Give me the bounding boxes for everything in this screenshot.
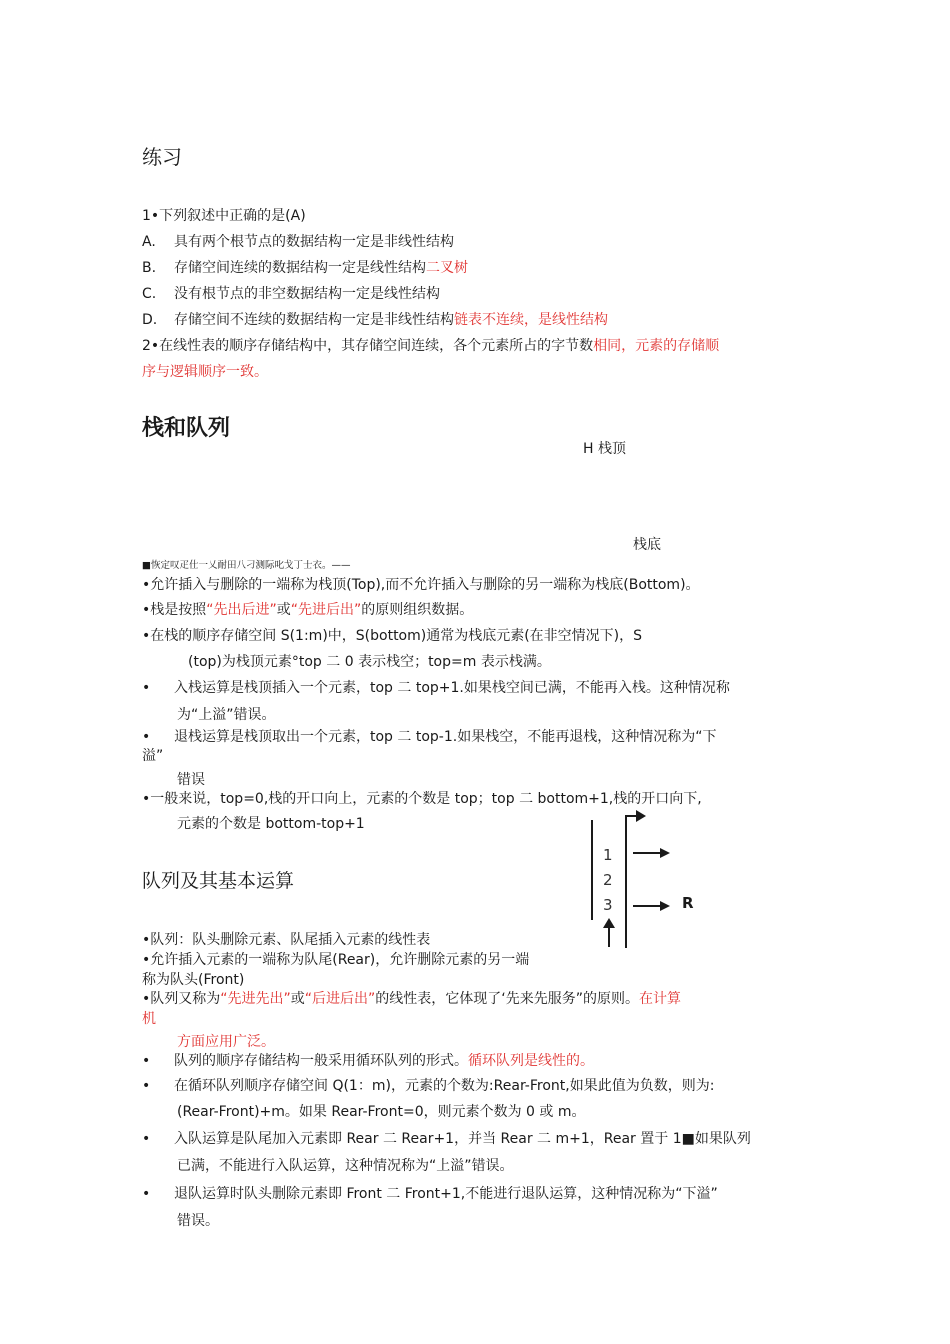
text: 入栈运算是栈顶插入一个元素，top 二 top+1.如果栈空间已满，不能再入栈。这种情况称: [174, 680, 730, 696]
bullet: •: [142, 729, 151, 745]
queue-point-6-line-2: 已满，不能进行入队运算，这种情况称为“上溢”错误。: [177, 1158, 514, 1174]
queue-arrow-rear-shaft: [633, 905, 663, 907]
stack-small-caption: ■恢定叹疋仕一乂耐田八刁测际叱戈丁士衣。——: [142, 560, 351, 571]
stack-point-5-line-2: 错误: [177, 772, 205, 788]
queue-arrow-up-shaft: [608, 925, 610, 947]
queue-title: 队列及其基本运算: [142, 870, 295, 892]
q2-text: 2•在线性表的顺序存储结构中，其存储空间连续，各个元素所占的字节数: [142, 338, 594, 354]
queue-num-1: 1: [603, 846, 613, 864]
queue-point-5-line-2: (Rear-Front)+m。如果 Rear-Front=0，则元素个数为 0 或 m。: [177, 1104, 586, 1120]
q2-line-2: 序与逻辑顺序一致。: [142, 364, 268, 380]
stack-point-3-line-2: (top)为栈顶元素°top 二 0 表示栈空；top=m 表示栈满。: [188, 654, 551, 670]
stack-point-4-line-1: [142, 677, 730, 697]
bullet: •: [142, 680, 151, 696]
stack-point-2: [142, 599, 473, 619]
arrow-right-icon: [636, 810, 646, 822]
bullet: •: [142, 1131, 151, 1147]
option-text: 存储空间不连续的数据结构一定是非线性结构: [174, 312, 454, 328]
arrow-right-icon: [660, 901, 670, 911]
queue-point-3-line-2: 方面应用广泛。: [177, 1034, 275, 1050]
text: •栈是按照: [142, 602, 207, 618]
option-note: 链表不连续，是线性结构: [454, 312, 608, 328]
queue-point-7-line-1: [142, 1183, 718, 1203]
stack-title: 栈和队列: [142, 416, 231, 441]
option-letter: B.: [142, 260, 157, 276]
queue-point-2-line-2: 称为队头(Front): [142, 972, 245, 988]
queue-point-1: •队列：队头删除元素、队尾插入元素的线性表: [142, 932, 431, 948]
stack-top-label: H 栈顶: [583, 441, 626, 457]
queue-rear-label: R: [682, 894, 694, 912]
option-letter: C.: [142, 286, 157, 302]
stack-point-5-line-1b: 溢”: [142, 748, 164, 764]
arrow-up-icon: [603, 918, 615, 928]
text: 或: [290, 991, 305, 1007]
queue-left-wall: [591, 820, 593, 920]
stack-point-1: •允许插入与删除的一端称为栈顶(Top),而不允许插入与删除的另一端称为栈底(Bottom)。: [142, 577, 700, 593]
q2-note: 相同，元素的存储顺: [593, 338, 720, 354]
q1-stem: 1•下列叙述中正确的是(A): [142, 208, 306, 224]
queue-point-5-line-1: [142, 1075, 714, 1095]
bullet: •: [142, 1186, 151, 1202]
text: 退栈运算是栈顶取出一个元素，top 二 top-1.如果栈空，不能再退栈，这种情况称为“下: [174, 729, 717, 745]
text: 在循环队列顺序存储空间 Q(1：m)，元素的个数为:Rear-Front,如果此值为负数，则为:: [174, 1078, 715, 1094]
option-text: 具有两个根节点的数据结构一定是非线性结构: [174, 234, 454, 250]
q1-option-d: [142, 309, 608, 329]
queue-point-3-line-1b: 机: [142, 1011, 156, 1027]
text: •队列又称为: [142, 991, 221, 1007]
highlight: “先出后进”: [206, 602, 277, 618]
text: 队列的顺序存储结构一般采用循环队列的形式。: [174, 1053, 468, 1069]
stack-point-5-line-1: [142, 726, 716, 746]
option-letter: A.: [142, 234, 156, 250]
stack-bottom-label: 栈底: [633, 537, 661, 553]
bullet: •: [142, 1078, 151, 1094]
option-note: 二叉树: [426, 260, 468, 276]
q1-option-a: [142, 231, 454, 251]
queue-point-3-line-1: [142, 988, 681, 1008]
queue-point-7-line-2: 错误。: [177, 1213, 219, 1229]
text: 或: [276, 602, 291, 618]
queue-point-4: [142, 1050, 594, 1070]
bullet: •: [142, 1053, 151, 1069]
option-text: 存储空间连续的数据结构一定是线性结构: [174, 260, 426, 276]
stack-point-6-line-1: •一般来说，top=0,栈的开口向上，元素的个数是 top；top 二 bottom+1,栈的开口向下,: [142, 791, 702, 807]
queue-point-2-line-1: •允许插入元素的一端称为队尾(Rear)，允许删除元素的另一端: [142, 952, 530, 968]
text: 的线性表，它体现了‘先来先服务”的原则。: [375, 991, 639, 1007]
text: 入队运算是队尾加入元素即 Rear 二 Rear+1，并当 Rear 二 m+1，Rear 置于 1■如果队列: [174, 1131, 751, 1147]
arrow-right-icon: [660, 848, 670, 858]
option-text: 没有根节点的非空数据结构一定是线性结构: [174, 286, 440, 302]
highlight: “先进后出”: [290, 602, 362, 618]
option-letter: D.: [142, 312, 158, 328]
text: 退队运算时队头删除元素即 Front 二 Front+1,不能进行退队运算，这种情况称为“下溢”: [174, 1186, 718, 1202]
queue-arrow-1-shaft: [633, 852, 663, 854]
q1-option-b: [142, 257, 468, 277]
stack-point-4-line-2: 为“上溢”错误。: [177, 707, 276, 723]
queue-point-6-line-1: [142, 1128, 751, 1148]
highlight: 在计算: [639, 991, 681, 1007]
queue-num-2: 2: [603, 871, 613, 889]
stack-point-6-line-2: 元素的个数是 bottom-top+1: [177, 816, 365, 832]
highlight: 循环队列是线性的。: [468, 1053, 594, 1069]
highlight: “先进先出”: [220, 991, 291, 1007]
exercise-title: 练习: [142, 145, 182, 169]
queue-right-wall: [625, 815, 627, 948]
text: 的原则组织数据。: [361, 602, 474, 618]
highlight: “后进后出”: [304, 991, 376, 1007]
stack-point-3-line-1: •在栈的顺序存储空间 S(1:m)中，S(bottom)通常为栈底元素(在非空情况下)，S: [142, 628, 643, 644]
q2-line-1: [142, 335, 719, 355]
queue-num-3: 3: [603, 896, 613, 914]
q1-option-c: [142, 283, 440, 303]
